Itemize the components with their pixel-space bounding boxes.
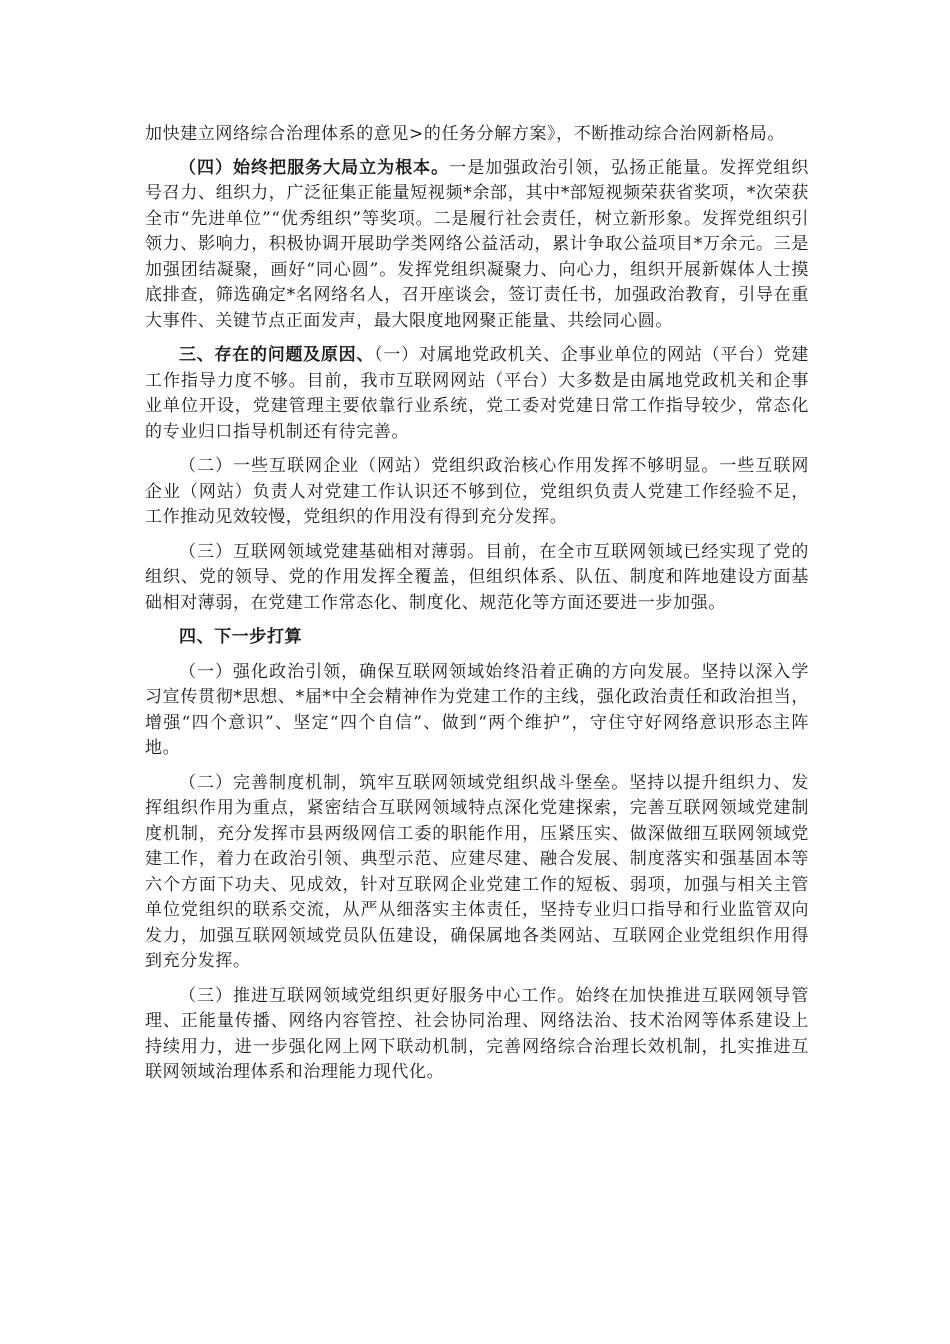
- section-heading: （四）始终把服务大局立为根本。: [179, 157, 450, 178]
- section-heading: 三、存在的问题及原因、: [179, 345, 375, 365]
- section-heading: 四、下一步打算: [179, 627, 303, 647]
- paragraph-section-4: [145, 156, 809, 335]
- paragraph-text: （二）完善制度机制，筑牢互联网领域党组织战斗堡垒。坚持以提升组织力、发挥组织作用为重点，紧密结合互联网领域特点深化党建探索，完善互联网领域党建制度机制，充分发挥市县两级网信工委的职能作用，压紧压实、做深做细互联网领域党建工作，着力在政治引领、典型示范、应建尽建、融合发展、制度落实和强基固本等六个方面下功夫、见成效，针对互联网企业党建工作的短板、弱项，加强与相关主管单位党组织的联系交流，从严从细落实主体责任，坚持专业归口指导和行业监管双向发力，加强互联网领域党员队伍建设，确保属地各类网站、互联网企业党组织作用得到充分发挥。: [145, 772, 809, 971]
- paragraph-plan-1: [145, 660, 809, 762]
- paragraph-text: （二）一些互联网企业（网站）党组织政治核心作用发挥不够明显。一些互联网企业（网站）负责人对党建工作认识还不够到位，党组织负责人党建工作经验不足，工作推动见效较慢，党组织的作用没有得到充分发挥。: [145, 456, 809, 527]
- paragraph-text: 一是加强政治引领，弘扬正能量。发挥党组织号召力、组织力，广泛征集正能量短视频*余部，其中*部短视频荣获省奖项，*次荣获全市“先进单位”“优秀组织”等奖项。二是履行社会责任，树立新形象。发挥党组织引领力、影响力，积极协调开展助学类网络公益活动，累计争取公益项目*万余元。三是加强团结凝聚，画好“同心圆”。发挥党组织凝聚力、向心力，组织开展新媒体人士摸底排查，筛选确定*名网络名人，召开座谈会，签订责任书，加强政治教育，引导在重大事件、关键节点正面发声，最大限度地网聚正能量、共绘同心圆。: [145, 157, 810, 331]
- paragraph-problems: [145, 343, 809, 445]
- paragraph-text: （一）强化政治引领，确保互联网领域始终沿着正确的方向发展。坚持以深入学习宣传贯彻*思想、*届*中全会精神作为党建工作的主线，强化政治责任和政治担当，增强“四个意识”、坚定“四个自信”、做到“两个维护”，守住守好网络意识形态主阵地。: [145, 661, 809, 758]
- paragraph-plan-3: [145, 984, 809, 1086]
- paragraph-plan-2: [145, 771, 809, 975]
- paragraph-continuation: [145, 122, 809, 148]
- paragraph-text: 加快建立网络综合治理体系的意见>的任务分解方案》，不断推动综合治网新格局。: [145, 124, 785, 144]
- paragraph-text: （一）对属地党政机关、企事业单位的网站（平台）党建工作指导力度不够。目前，我市互联网网站（平台）大多数是由属地党政机关和企事业单位开设，党建管理主要依靠行业系统，党工委对党建日常工作指导较少，常态化的专业归口指导机制还有待完善。: [145, 345, 809, 442]
- paragraph-text: （三）互联网领域党建基础相对薄弱。目前，在全市互联网领域已经实现了党的组织、党的领导、党的作用发挥全覆盖，但组织体系、队伍、制度和阵地建设方面基础相对薄弱，在党建工作常态化、制度化、规范化等方面还要进一步加强。: [145, 541, 809, 613]
- paragraph-problem-3: [145, 540, 809, 617]
- paragraph-problem-2: [145, 454, 809, 531]
- paragraph-next-steps-heading: [145, 625, 809, 651]
- paragraph-text: （三）推进互联网领域党组织更好服务中心工作。始终在加快推进互联网领导管理、正能量传播、网络内容管控、社会协同治理、网络法治、技术治网等体系建设上持续用力，进一步强化网上网下联动机制，完善网络综合治理长效机制，扎实推进互联网领域治理体系和治理能力现代化。: [145, 985, 809, 1082]
- document-body: [145, 122, 809, 1086]
